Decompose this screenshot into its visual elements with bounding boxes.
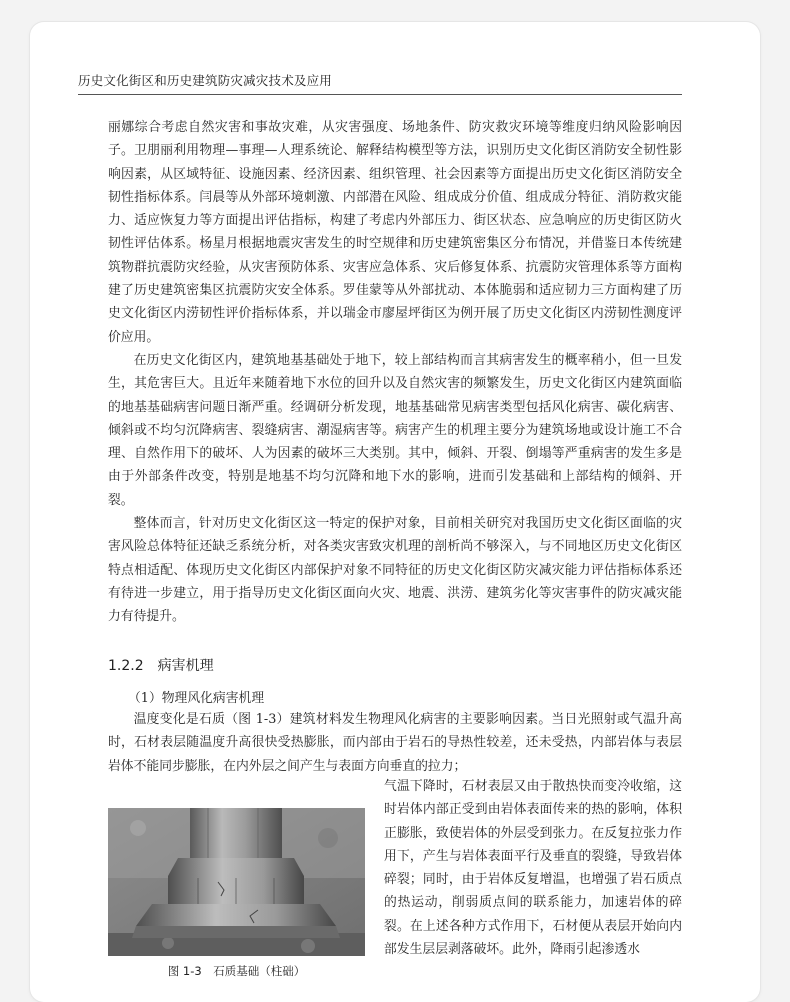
running-header-title: 历史文化街区和历史建筑防灾减灾技术及应用 <box>78 73 333 88</box>
paragraph-weathering: 温度变化是石质（图 1-3）建筑材料发生物理风化病害的主要影响因素。当日光照射或气温升高时，石材表层随温度升高很快受热膨胀，而内部由于岩石的导热性较差，还未受热，内部岩体与表层岩体不能同步膨胀，在内外层之间产生与表面方向垂直的拉力； <box>108 712 682 774</box>
stone-column-base-photo <box>108 808 365 956</box>
paragraph-overall: 整体而言，针对历史文化街区这一特定的保护对象，目前相关研究对我国历史文化街区面临的灾害风险总体特征还缺乏系统分析，对各类灾害致灾机理的剖析尚不够深入，与不同地区历史文化街区特点相适配、体现历史文化街区内部保护对象不同特征的历史文化街区防灾减灾能力评估指标体系还有待进一步建立，用于指导历史文化街区面向火灾、地震、洪涝、建筑劣化等灾害事件的防灾减灾能力有待提升。 <box>108 516 682 625</box>
running-header <box>78 56 682 95</box>
paragraph-foundation-defects: 在历史文化街区内，建筑地基基础处于地下，较上部结构而言其病害发生的概率稍小，但一旦发生，其危害巨大。且近年来随着地下水位的回升以及自然灾害的频繁发生，历史文化街区内建筑面临的地基基础病害问题日渐严重。经调研分析发现，地基基础常见病害类型包括风化病害、碳化病害、倾斜或不均匀沉降病害、裂缝病害、潮湿病害等。病害产生的机理主要分为建筑场地或设计施工不合理、自然作用下的破坏、人为因素的破坏三大类别。其中，倾斜、开裂、倒塌等严重病害的发生多是由于外部条件改变，特别是地基不均匀沉降和地下水的影响，进而引发基础和上部结构的倾斜、开裂。 <box>108 352 682 508</box>
paragraph-wrap: 气温下降时，石材表层又由于散热快而变冷收缩，这时岩体内部正受到由岩体表面传来的热的影响，体积正膨胀，致使岩体的外层受到张力。在反复拉张力作用下，产生与岩体表面平行及垂直的裂缝，导致岩体碎裂；同时，由于岩体反复增温，也增强了岩石质点的热运动，削弱质点间的联系能力，加速岩体的碎裂。在上述各种方式作用下，石材便从表层开始向内部发生层层剥落破坏。此外，降雨引起渗透水 <box>384 779 682 958</box>
section-number: 1.2.2 <box>108 658 144 674</box>
figure-stone-base-photo <box>108 808 365 956</box>
section-heading <box>108 655 214 675</box>
weathering-text <box>108 708 682 778</box>
body-text <box>108 116 682 629</box>
figure-caption: 图 1-3 石质基础（柱础） <box>167 964 306 978</box>
paragraph-continued: 丽娜综合考虑自然灾害和事故灾难，从灾害强度、场地条件、防灾救灾环境等维度归纳风险影响因子。卫朋丽利用物理—事理—人理系统论、解释结构模型等方法，识别历史文化街区消防安全韧性影响因素，从区域特征、设施因素、经济因素、组织管理、社会因素等方面提出历史文化街区消防安全韧性指标体系。闫晨等从外部环境刺激、内部潜在风险、组成成分价值、组成成分特征、消防救灾能力、适应恢复力等方面提出评估指标，构建了考虑内外部压力、街区状态、应急响应的历史街区防火韧性评估体系。杨星月根据地震灾害发生的时空规律和历史建筑密集区分布情况，并借鉴日本传统建筑物群抗震防灾经验，从灾害预防体系、灾害应急体系、灾后修复体系、抗震防灾管理体系等方面构建了历史建筑密集区抗震防灾安全体系。罗佳蒙等从外部扰动、本体脆弱和适应韧力三方面构建了历史文化街区内涝韧性评价指标体系，并以瑞金市廖屋坪街区为例开展了历史文化街区内涝韧性测度评价应用。 <box>108 120 682 345</box>
section-title: 病害机理 <box>157 658 214 674</box>
wrap-text <box>384 775 682 961</box>
subsection-heading: （1）物理风化病害机理 <box>128 691 265 706</box>
